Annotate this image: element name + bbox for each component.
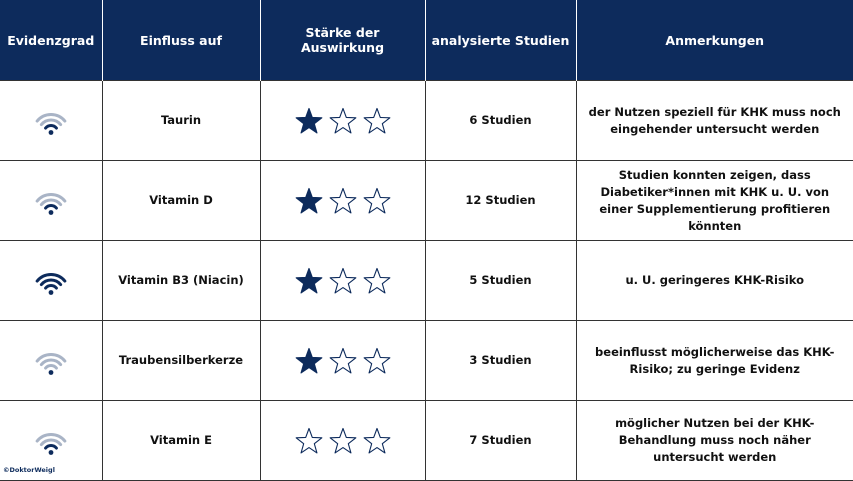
studies-cell: 3 Studien bbox=[425, 321, 576, 401]
table-row bbox=[0, 241, 853, 321]
wifi-arc bbox=[45, 205, 56, 208]
table-row bbox=[0, 81, 853, 161]
wifi-signal-icon bbox=[33, 346, 69, 376]
header-studies: analysierte Studien bbox=[425, 0, 576, 81]
strength-cell bbox=[260, 321, 425, 401]
substance-cell: Vitamin B3 (Niacin) bbox=[102, 241, 260, 321]
star-filled-icon bbox=[294, 267, 324, 295]
strength-cell bbox=[260, 241, 425, 321]
note-cell: Studien konnten zeigen, dass Diabetiker*innen mit KHK u. U. von einer Supplementierung profitieren könnten bbox=[576, 161, 853, 241]
wifi-arc bbox=[41, 280, 60, 285]
header-row bbox=[0, 0, 853, 81]
strength-cell bbox=[260, 161, 425, 241]
studies-cell: 12 Studien bbox=[425, 161, 576, 241]
copyright-label: ©DoktorWeigl bbox=[3, 466, 55, 474]
star-outline-icon bbox=[362, 267, 392, 295]
substance-cell: Vitamin E bbox=[102, 401, 260, 481]
studies-cell: 7 Studien bbox=[425, 401, 576, 481]
wifi-arc bbox=[45, 365, 56, 368]
wifi-arc bbox=[41, 200, 60, 205]
strength-cell bbox=[260, 401, 425, 481]
evidence-cell bbox=[0, 161, 102, 241]
evidence-cell bbox=[0, 81, 102, 161]
wifi-arc bbox=[45, 445, 56, 448]
note-cell: der Nutzen speziell für KHK muss noch eingehender untersucht werden bbox=[576, 81, 853, 161]
substance-cell: Vitamin D bbox=[102, 161, 260, 241]
star-outline-icon bbox=[362, 187, 392, 215]
star-outline-icon bbox=[328, 347, 358, 375]
star-outline-icon bbox=[328, 267, 358, 295]
wifi-arc bbox=[41, 360, 60, 365]
note-cell: möglicher Nutzen bei der KHK-Behandlung muss noch näher untersucht werden bbox=[576, 401, 853, 481]
studies-cell: 6 Studien bbox=[425, 81, 576, 161]
table-row bbox=[0, 401, 853, 481]
studies-cell: 5 Studien bbox=[425, 241, 576, 321]
wifi-signal-icon bbox=[33, 266, 69, 296]
star-filled-icon bbox=[294, 187, 324, 215]
wifi-arc bbox=[41, 440, 60, 445]
wifi-arc bbox=[45, 285, 56, 288]
note-cell: beeinflusst möglicherweise das KHK-Risiko; zu geringe Evidenz bbox=[576, 321, 853, 401]
star-outline-icon bbox=[362, 107, 392, 135]
wifi-signal-icon bbox=[33, 186, 69, 216]
star-outline-icon bbox=[328, 427, 358, 455]
substance-cell: Taurin bbox=[102, 81, 260, 161]
star-outline-icon bbox=[362, 427, 392, 455]
header-strength: Stärke der Auswirkung bbox=[260, 0, 425, 81]
header-evidence-level: Evidenzgrad bbox=[0, 0, 102, 81]
header-notes: Anmerkungen bbox=[576, 0, 853, 81]
star-outline-icon bbox=[294, 427, 324, 455]
table-row bbox=[0, 321, 853, 401]
wifi-signal-icon bbox=[33, 426, 69, 456]
wifi-arc bbox=[41, 120, 60, 125]
evidence-cell bbox=[0, 321, 102, 401]
evidence-cell bbox=[0, 241, 102, 321]
header-substance: Einfluss auf bbox=[102, 0, 260, 81]
star-outline-icon bbox=[362, 347, 392, 375]
star-filled-icon bbox=[294, 347, 324, 375]
note-cell: u. U. geringeres KHK-Risiko bbox=[576, 241, 853, 321]
table-row bbox=[0, 161, 853, 241]
wifi-arc bbox=[45, 125, 56, 128]
star-outline-icon bbox=[328, 187, 358, 215]
substance-cell: Traubensilberkerze bbox=[102, 321, 260, 401]
strength-cell bbox=[260, 81, 425, 161]
star-outline-icon bbox=[328, 107, 358, 135]
wifi-signal-icon bbox=[33, 106, 69, 136]
star-filled-icon bbox=[294, 107, 324, 135]
